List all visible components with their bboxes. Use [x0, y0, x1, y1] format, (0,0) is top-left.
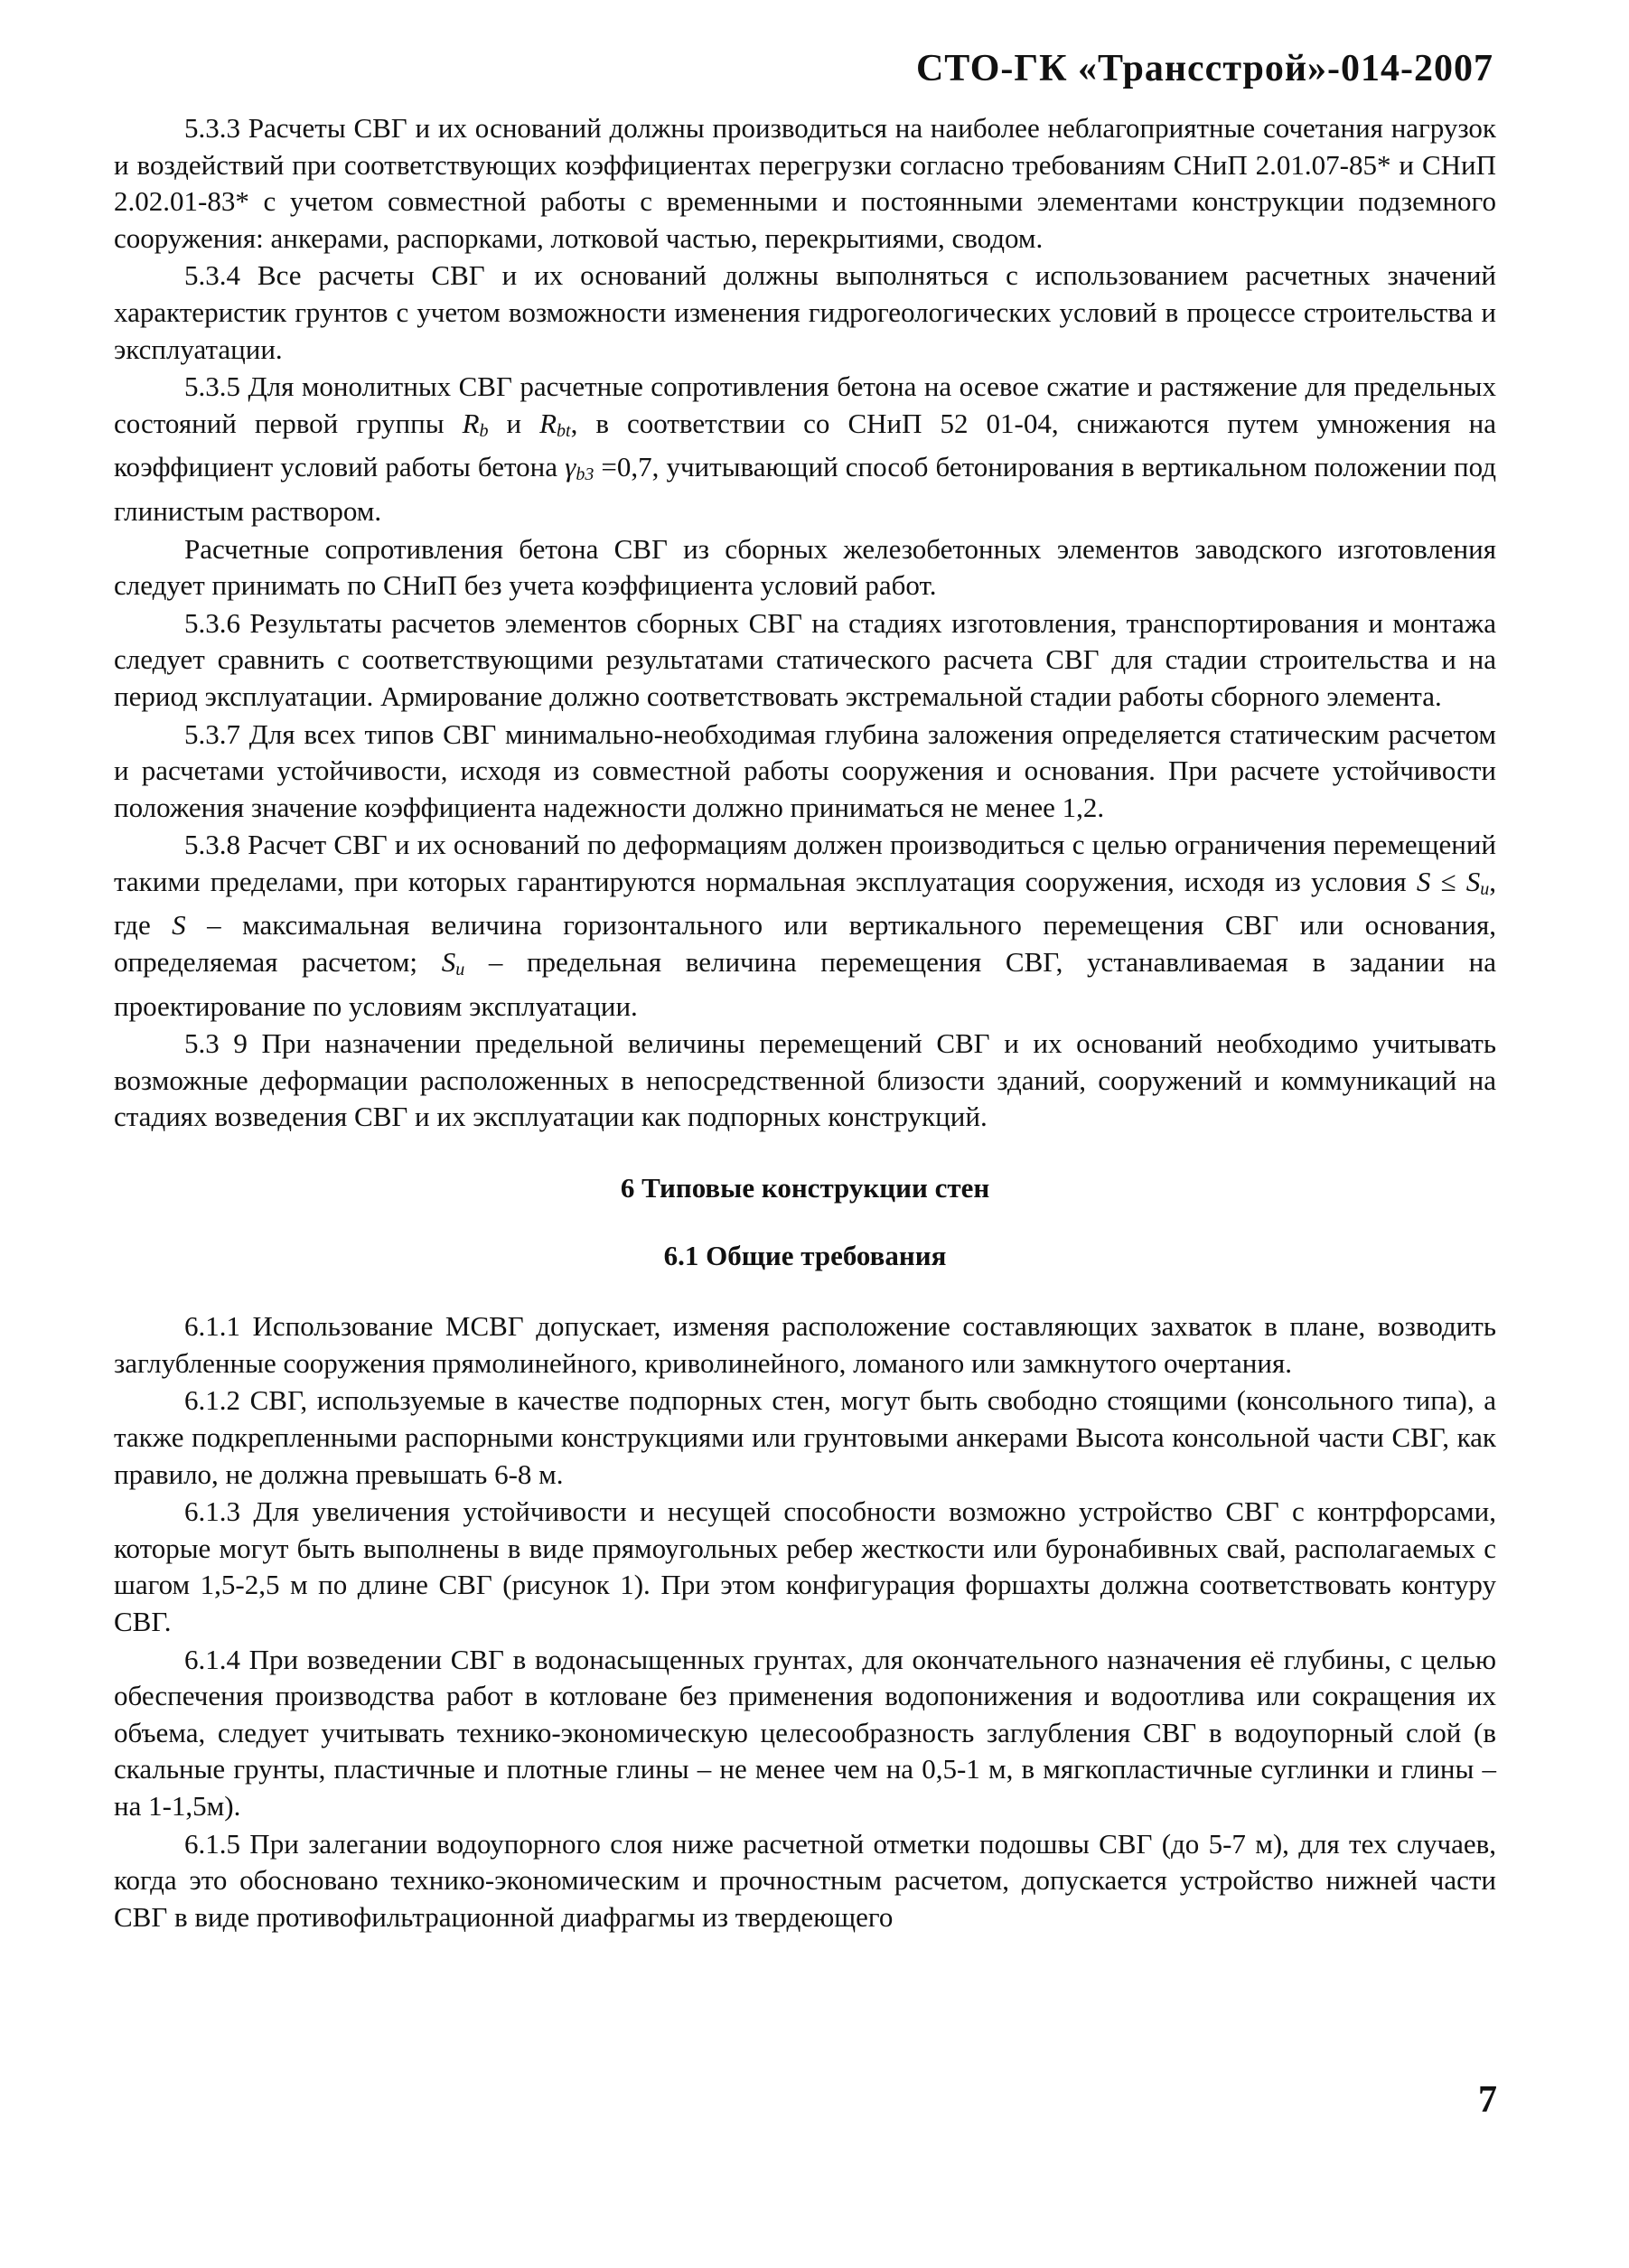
paragraph-5-3-7: 5.3.7 Для всех типов СВГ минимально-необходимая глубина заложения определяется статическим расчетом и расчетами устойчивости, исходя из совместной работы сооружения и основания. При расчете устойчивости положения значение коэффициента надежности должно приниматься не менее 1,2.: [114, 717, 1496, 823]
symbol-gamma-subscript: b3: [576, 464, 594, 485]
paragraph-5-3-3: 5.3.3 Расчеты СВГ и их оснований должны производиться на наиболее неблагоприятные сочетания нагрузок и воздействий при соответствующих коэффициентах перегрузки согласно требованиям СНиП 2.01.07-85* и СНиП 2.02.01-83* с учетом совместной работы с временными и постоянными элементами конструкции подземного сооружения: анкерами, распорками, лотковой частью, перекрытиями, сводом.: [114, 112, 1496, 254]
paragraph-precast-resistance: Расчетные сопротивления бетона СВГ из сборных железобетонных элементов заводского изготовления следует принимать по СНиП без учета коэффициента условий работ.: [114, 532, 1496, 602]
paragraph-5-3-6: 5.3.6 Результаты расчетов элементов сборных СВГ на стадиях изготовления, транспортирования и монтажа следует сравнить с соответствующими результатами статического расчета СВГ для стадии строительства и на период эксплуатации. Армирование должно соответствовать экстремальной стадии работы сборного элемента.: [114, 606, 1496, 712]
paragraph-5-3-9: 5.3 9 При назначении предельной величины перемещений СВГ и их оснований необходимо учитывать возможные деформации расположенных в непосредственной близости зданий, сооружений и коммуникаций на стадиях возведения СВГ и их эксплуатации как подпорных конструкций.: [114, 1027, 1496, 1133]
symbol-su-subscript: u: [455, 960, 465, 980]
symbol-su-subscript: u: [1480, 878, 1490, 899]
text-segment: 5.3.5 Для монолитных СВГ расчетные сопротивления бетона на осевое сжатие и растяжение для предельных состояний первой группы: [114, 370, 1496, 439]
symbol-rb: R: [462, 407, 480, 439]
text-segment: , где: [114, 865, 1496, 942]
symbol-s: S: [172, 909, 186, 942]
paragraph-6-1-1: 6.1.1 Использование МСВГ допускает, изменяя расположение составляющих захваток в плане, возводить заглубленные сооружения прямолинейного, криволинейного, ломаного или замкнутого очертания.: [114, 1310, 1496, 1379]
text-segment: – предельная величина перемещения СВГ, устанавливаемая в задании на проектирование по условиям эксплуатации.: [114, 946, 1496, 1022]
text-segment: – максимальная величина горизонтального или вертикального перемещения СВГ или основания, определяемая расчетом;: [114, 909, 1496, 979]
section-6-1-heading: 6.1 Общие требования: [663, 1239, 947, 1271]
symbol-su: S: [1465, 865, 1481, 897]
paragraph-5-3-8: [114, 827, 1496, 1025]
text-segment: , в соответствии со СНиП 52 01-04, снижаются путем умножения на коэффициент условий работы бетона: [114, 407, 1496, 483]
text-segment: и: [488, 407, 540, 439]
text-segment: 5.3.8 Расчет СВГ и их оснований по деформациям должен производиться с целью ограничения перемещений такими пределами, при которых гарантируются нормальная эксплуатация сооружения, исходя из условия: [114, 829, 1496, 897]
paragraph-6-1-5: 6.1.5 При залегании водоупорного слоя ниже расчетной отметки подошвы СВГ (до 5-7 м), для тех случаев, когда это обосновано технико-экономическим и прочностным расчетом, допускается устройство нижней части СВГ в виде противофильтрационной диафрагмы из твердеющего: [114, 1827, 1496, 1933]
page-number: 7: [1478, 2079, 1497, 2121]
text-segment: =0,7, учитывающий способ бетонирования в вертикальном положении под глинистым раствором.: [114, 451, 1496, 527]
symbol-rbt: R: [539, 407, 557, 439]
document-body: [114, 110, 1496, 1936]
section-6-heading: 6 Типовые конструкции стен: [620, 1172, 990, 1204]
symbol-rb-subscript: b: [479, 420, 489, 441]
symbol-su: S: [441, 946, 456, 979]
document-code-header: СТО-ГК «Трансстрой»-014-2007: [915, 48, 1493, 89]
symbol-le: ≤: [1430, 865, 1466, 897]
symbol-s: S: [1416, 865, 1431, 897]
paragraph-6-1-2: 6.1.2 СВГ, используемые в качестве подпорных стен, могут быть свободно стоящими (консольного типа), а также подкрепленными распорными конструкциями или грунтовыми анкерами Высота консольной части СВГ, как правило, не должна превышать 6-8 м.: [114, 1384, 1496, 1490]
paragraph-5-3-5: [114, 369, 1496, 530]
paragraph-6-1-4: 6.1.4 При возведении СВГ в водонасыщенных грунтах, для окончательного назначения её глубины, с целью обеспечения производства работ в котловане без применения водопонижения и водоотлива или сокращения их объема, следует учитывать технико-экономическую целесообразность заглубления СВГ в водоупорный слой (в скальные грунты, пластичные и плотные глины – не менее чем на 0,5-1 м, в мягкопластичные суглинки и глины – на 1-1,5м).: [114, 1643, 1496, 1822]
symbol-rbt-subscript: bt: [557, 420, 571, 441]
paragraph-6-1-3: 6.1.3 Для увеличения устойчивости и несущей способности возможно устройство СВГ с контрфорсами, которые могут быть выполнены в виде прямоугольных ребер жесткости или буронабивных свай, располагаемых с шагом 1,5-2,5 м по длине СВГ (рисунок 1). При этом конфигурация форшахты должна соответствовать контуру СВГ.: [114, 1495, 1496, 1637]
symbol-gamma: γ: [565, 451, 576, 483]
paragraph-5-3-4: 5.3.4 Все расчеты СВГ и их оснований должны выполняться с использованием расчетных значений характеристик грунтов с учетом возможности изменения гидрогеологических условий в процессе строительства и эксплуатации.: [114, 259, 1496, 365]
